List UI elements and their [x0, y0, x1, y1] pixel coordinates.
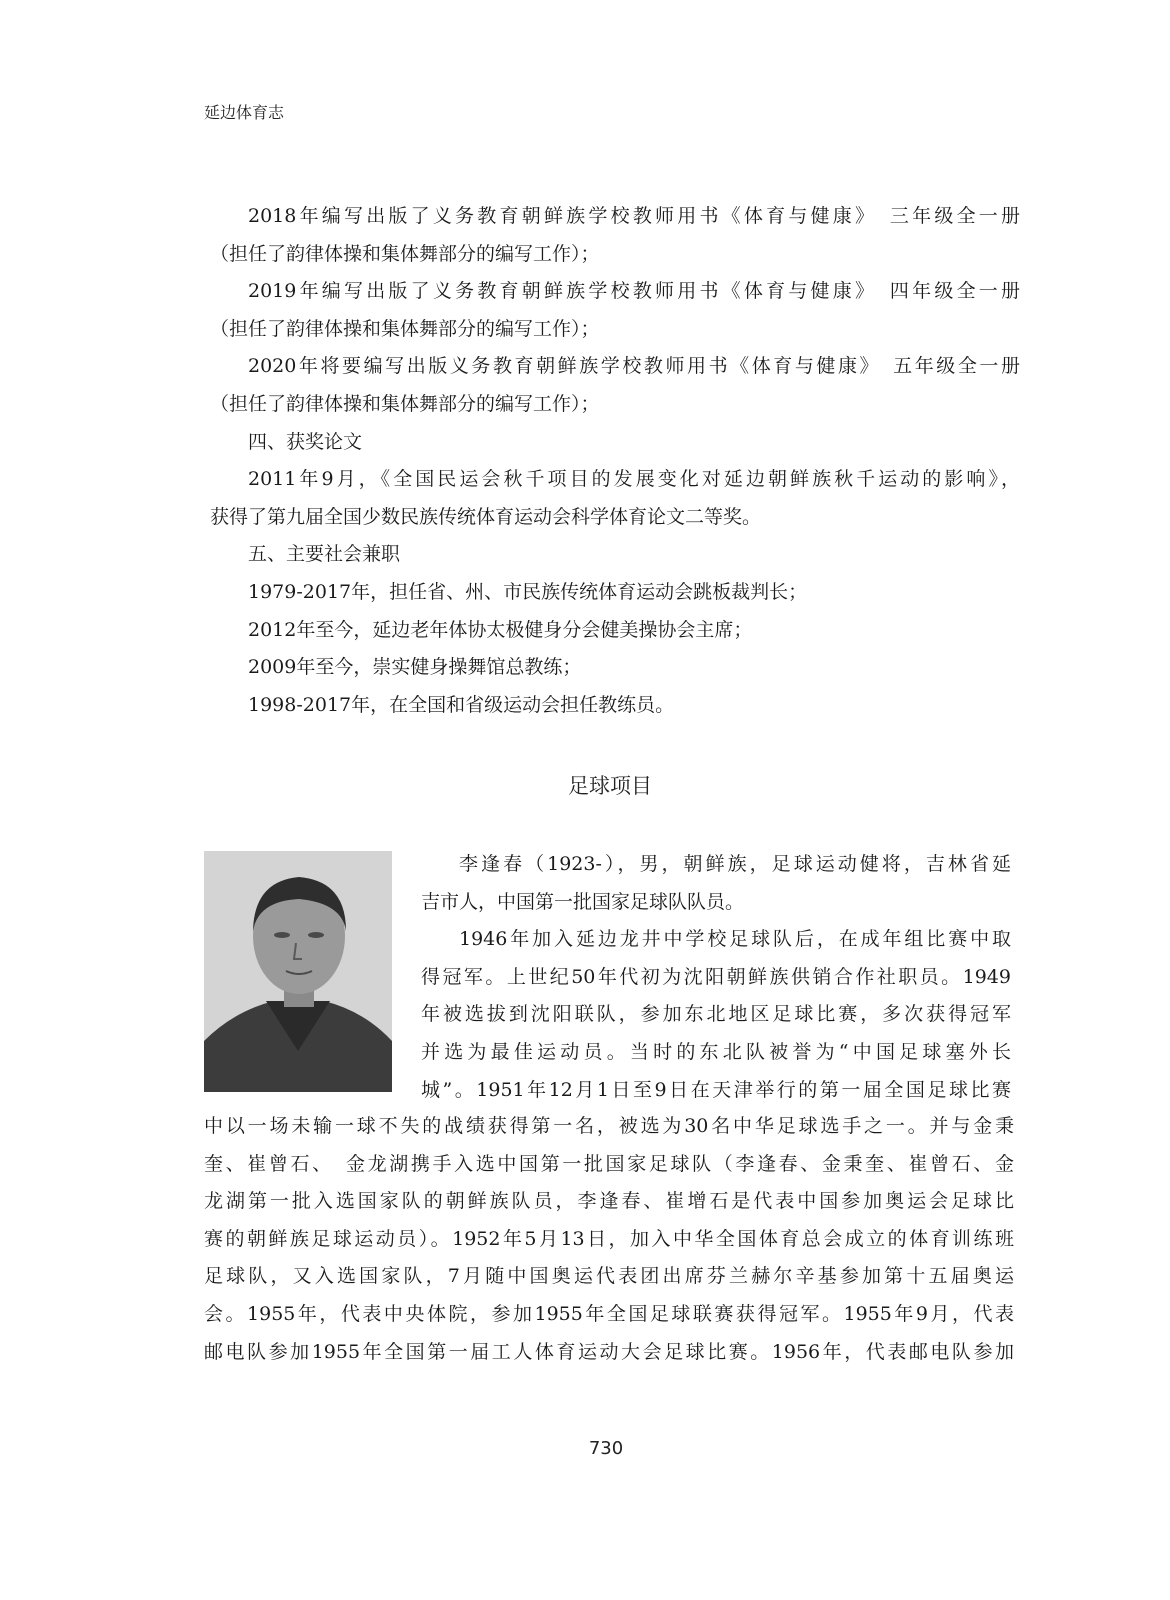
text-line: 龙湖第一批入选国家队的朝鲜族队员，李逢春、崔增石是代表中国参加奥运会足球比 [204, 1190, 1014, 1213]
biography-text-top [421, 846, 1011, 1109]
section-title: 足球项目 [568, 774, 652, 798]
text-line: 四、获奖论文 [248, 430, 363, 453]
text-line: 年被选拔到沈阳联队，参加东北地区足球比赛，多次获得冠军 [421, 1003, 1011, 1026]
text-line: 2012年至今，延边老年体协太极健身分会健美操协会主席； [248, 618, 753, 641]
text-line: 2009年至今，崇实健身操舞馆总教练； [248, 656, 582, 679]
text-line: （担任了韵律体操和集体舞部分的编写工作）； [210, 317, 600, 340]
text-line: （担任了韵律体操和集体舞部分的编写工作）； [210, 392, 600, 415]
portrait-photo [204, 851, 392, 1092]
text-line: 吉市人，中国第一批国家足球队队员。 [421, 890, 745, 913]
text-line: 1979-2017年，担任省、州、市民族传统体育运动会跳板裁判长； [248, 580, 808, 603]
text-line: 城”。1951年12月1日至9日在天津举行的第一届全国足球比赛 [421, 1078, 1011, 1101]
text-line: 1946年加入延边龙井中学校足球队后，在成年组比赛中取 [459, 928, 1011, 951]
text-line: 得冠军。上世纪50年代初为沈阳朝鲜族供销合作社职员。1949 [421, 965, 1011, 988]
text-line: 五、主要社会兼职 [248, 543, 401, 566]
text-line: 2011年9月，《全国民运会秋千项目的发展变化对延边朝鲜族秋千运动的影响》， [248, 468, 1020, 491]
text-line: （担任了韵律体操和集体舞部分的编写工作）； [210, 242, 600, 265]
running-header: 延边体育志 [204, 103, 285, 122]
text-line: 1998-2017年，在全国和省级运动会担任教练员。 [248, 693, 675, 716]
biography-text-bottom [204, 1108, 1014, 1371]
text-line: 2020年将要编写出版义务教育朝鲜族学校教师用书《体育与健康》 五年级全一册 [248, 355, 1020, 378]
text-line: 赛的朝鲜族足球运动员）。1952年5月13日，加入中华全国体育总会成立的体育训练班 [204, 1227, 1014, 1250]
body-text [210, 198, 1020, 724]
portrait-figure [204, 851, 392, 1092]
text-line: 奎、崔曾石、 金龙湖携手入选中国第一批国家足球队（李逢春、金秉奎、崔曾石、金 [204, 1152, 1014, 1175]
text-line: 2018年编写出版了义务教育朝鲜族学校教师用书《体育与健康》 三年级全一册 [248, 205, 1020, 227]
text-line: 邮电队参加1955年全国第一届工人体育运动大会足球比赛。1956年，代表邮电队参加 [204, 1340, 1014, 1363]
text-line: 足球队，又入选国家队，7月随中国奥运代表团出席芬兰赫尔辛基参加第十五届奥运 [204, 1265, 1014, 1288]
text-line: 2019年编写出版了义务教育朝鲜族学校教师用书《体育与健康》 四年级全一册 [248, 280, 1020, 303]
text-line: 李逢春（1923-），男，朝鲜族，足球运动健将，吉林省延 [459, 853, 1011, 875]
text-line: 会。1955年，代表中央体院，参加1955年全国足球联赛获得冠军。1955年9月，代表 [204, 1302, 1014, 1325]
text-line: 并选为最佳运动员。当时的东北队被誉为“中国足球塞外长 [421, 1040, 1011, 1063]
text-line: 中以一场未输一球不失的战绩获得第一名，被选为30名中华足球选手之一。并与金秉 [204, 1115, 1014, 1137]
text-line: 获得了第九届全国少数民族传统体育运动会科学体育论文二等奖。 [210, 505, 762, 528]
page-number: 730 [588, 1438, 624, 1459]
